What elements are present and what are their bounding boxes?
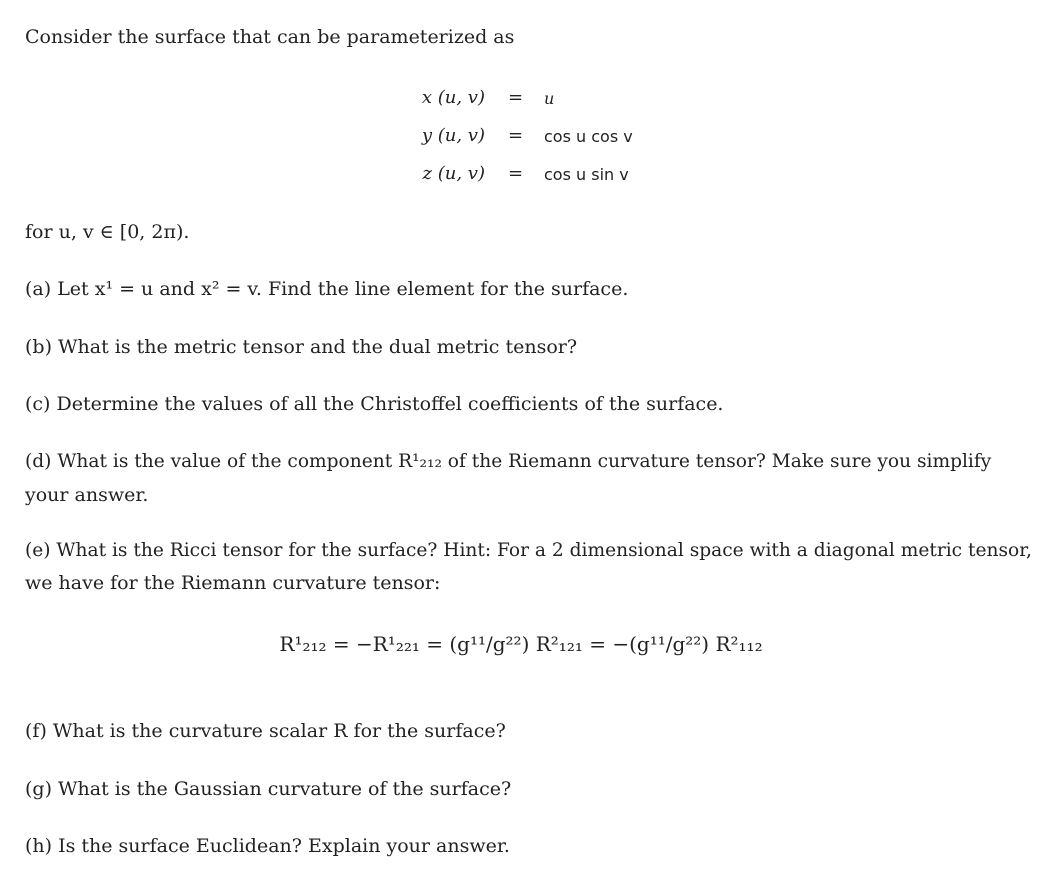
part-d-line2: your answer. <box>25 484 149 506</box>
part-h: (h) Is the surface Euclidean? Explain your answer. <box>25 835 510 857</box>
eq-x-lhs: x (u, v) <box>421 87 485 108</box>
eq-z-lhs: z (u, v) <box>422 163 485 184</box>
intro-text: Consider the surface that can be parameterized as <box>25 26 515 48</box>
part-c: (c) Determine the values of all the Christoffel coefficients of the surface. <box>25 393 724 415</box>
eq-x-equals: = <box>508 87 524 108</box>
domain-text: for u, v ∈ [0, 2π). <box>25 221 190 243</box>
part-e-line1: (e) What is the Ricci tensor for the surface? Hint: For a 2 dimensional space with a diagonal metric tensor, <box>25 540 1032 561</box>
eq-y-rhs: cos u cos v <box>544 127 633 146</box>
part-f: (f) What is the curvature scalar R for the surface? <box>25 720 506 742</box>
eq-z-rhs: cos u sin v <box>544 165 629 184</box>
riemann-hint-formula: R¹₂₁₂ = −R¹₂₂₁ = (g¹¹/g²²) R²₁₂₁ = −(g¹¹/g²²) R²₁₁₂ <box>279 632 763 656</box>
part-g: (g) What is the Gaussian curvature of the surface? <box>25 778 512 800</box>
part-a: (a) Let x¹ = u and x² = v. Find the line element for the surface. <box>25 278 629 300</box>
eq-y-lhs: y (u, v) <box>421 125 485 146</box>
part-e-line2: we have for the Riemann curvature tensor: <box>25 572 441 594</box>
part-b: (b) What is the metric tensor and the dual metric tensor? <box>25 336 578 358</box>
eq-z-equals: = <box>508 163 524 184</box>
eq-x-rhs: u <box>544 89 555 108</box>
part-d-line1: (d) What is the value of the component R¹₂₁₂ of the Riemann curvature tensor? Make sure you simplify <box>25 451 992 472</box>
eq-y-equals: = <box>508 125 524 146</box>
